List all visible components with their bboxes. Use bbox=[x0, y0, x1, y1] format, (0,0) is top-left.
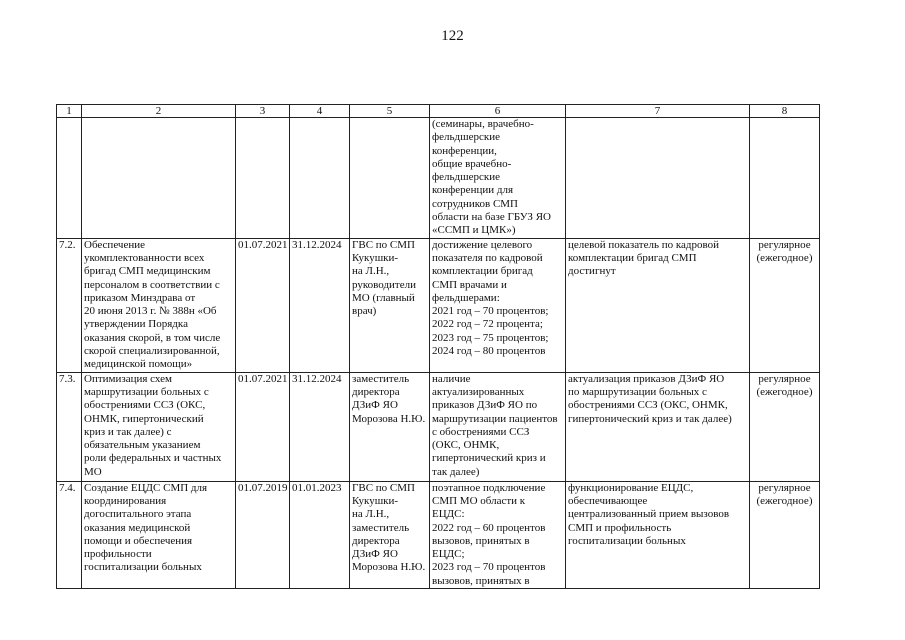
item-number: 7.3. bbox=[57, 372, 82, 481]
cell-text-line: актуализация приказов ДЗиФ ЯО bbox=[568, 372, 725, 385]
cell-text-line: персоналом в соответствии с bbox=[84, 278, 220, 291]
cell-text-line: маршрутизации больных с bbox=[84, 385, 209, 398]
item-number: 7.4. bbox=[57, 481, 82, 588]
cell-text-line: руководители bbox=[352, 278, 416, 291]
cell-text-line: Кукушки- bbox=[352, 494, 399, 507]
cell-text-line: сотрудников СМП bbox=[432, 197, 519, 210]
cell-text-line: Создание ЕЦДС СМП для bbox=[84, 481, 208, 494]
end-date bbox=[290, 118, 350, 239]
indicator-cell bbox=[566, 118, 750, 239]
cell-text-line: (семинары, врачебно- bbox=[432, 118, 534, 130]
cell-text-line: укомплектованности всех bbox=[84, 251, 205, 264]
responsible-cell bbox=[350, 238, 430, 372]
responsible-cell bbox=[350, 118, 430, 239]
cell-text-line: ГВС по СМП bbox=[352, 238, 415, 251]
column-header: 7 bbox=[566, 105, 750, 118]
cell-text-line: 2024 год – 80 процентов bbox=[432, 345, 546, 358]
start-date: 01.07.2021 bbox=[236, 238, 290, 372]
cell-text-line: 2023 год – 70 процентов bbox=[432, 561, 546, 574]
cell-text-line: роли федеральных и частных bbox=[84, 452, 222, 465]
cell-text-line: фельдшерские bbox=[432, 131, 500, 144]
header-row bbox=[57, 105, 820, 118]
start-date bbox=[236, 118, 290, 239]
cell-text-line: (ежегодное) bbox=[756, 251, 813, 264]
cell-text-line: ЕЦДС; bbox=[432, 548, 465, 561]
indicator-cell bbox=[566, 238, 750, 372]
cell-text-line: (ежегодное) bbox=[756, 385, 813, 398]
responsible-cell bbox=[350, 481, 430, 588]
cell-text-line: актуализированных bbox=[432, 385, 525, 398]
cell-text-line: (ОКС, ОНМК, bbox=[432, 439, 500, 452]
end-date: 31.12.2024 bbox=[290, 372, 350, 481]
cell-text-line: централизованный прием вызовов bbox=[568, 508, 730, 521]
cell-text-line: так далее) bbox=[432, 465, 480, 478]
cell-text-line: утверждении Порядка bbox=[84, 318, 188, 331]
table-row bbox=[57, 118, 820, 239]
cell-text-line: области на базе ГБУЗ ЯО bbox=[432, 211, 551, 224]
column-header: 1 bbox=[57, 105, 82, 118]
cell-text-line: ДЗиФ ЯО bbox=[352, 399, 398, 412]
cell-text-line: Оптимизация схем bbox=[84, 372, 172, 385]
cell-text-line: Морозова Н.Ю. bbox=[352, 561, 426, 574]
cell-text-line: достигнут bbox=[568, 265, 616, 278]
measures-table bbox=[56, 104, 820, 589]
end-date: 01.01.2023 bbox=[290, 481, 350, 588]
cell-text-line: директора bbox=[352, 385, 400, 398]
cell-text-line: целевой показатель по кадровой bbox=[568, 238, 720, 251]
cell-text-line: врач) bbox=[352, 305, 377, 318]
cell-text-line: ДЗиФ ЯО bbox=[352, 548, 398, 561]
cell-text-line: регулярное bbox=[758, 238, 811, 251]
cell-text-line: 2023 год – 75 процентов; bbox=[432, 331, 549, 344]
cell-text-line: обязательным указанием bbox=[84, 439, 201, 452]
cell-text-line: СМП врачами и bbox=[432, 278, 507, 291]
measure-cell bbox=[82, 372, 236, 481]
cell-text-line: госпитализации больных bbox=[568, 534, 686, 547]
cell-text-line: маршрутизации пациентов bbox=[432, 412, 558, 425]
cell-text-line: обострениями ССЗ (ОКС, bbox=[84, 399, 206, 412]
cell-text-line: общие врачебно- bbox=[432, 157, 512, 170]
cell-text-line: фельдшерами: bbox=[432, 291, 500, 304]
cell-text-line: по маршрутизации больных с bbox=[568, 385, 707, 398]
cell-text-line: 2022 год – 60 процентов bbox=[432, 521, 546, 534]
measure-cell bbox=[82, 238, 236, 372]
cell-text-line: профильности bbox=[84, 548, 152, 561]
cell-text-line: комплектации бригад СМП bbox=[568, 251, 697, 264]
cell-text-line: регулярное bbox=[758, 481, 811, 494]
cell-text-line: оказания медицинской bbox=[84, 521, 191, 534]
periodicity-cell bbox=[750, 372, 820, 481]
cell-text-line: помощи и обеспечения bbox=[84, 534, 193, 547]
cell-text-line: 2022 год – 72 процента; bbox=[432, 318, 543, 331]
cell-text-line: обострениями ССЗ (ОКС, ОНМК, bbox=[568, 399, 728, 412]
end-date: 31.12.2024 bbox=[290, 238, 350, 372]
cell-text-line: директора bbox=[352, 534, 400, 547]
indicator-cell bbox=[566, 372, 750, 481]
cell-text-line: СМП МО области к bbox=[432, 494, 526, 507]
page-number: 122 bbox=[441, 28, 464, 44]
cell-text-line: гипертонический криз и так далее) bbox=[568, 412, 732, 425]
cell-text-line: Обеспечение bbox=[84, 238, 145, 251]
cell-text-line: госпитализации больных bbox=[84, 561, 202, 574]
cell-text-line: приказом Минздрава от bbox=[84, 291, 196, 304]
table-row bbox=[57, 372, 820, 481]
cell-text-line: Морозова Н.Ю. bbox=[352, 412, 426, 425]
cell-text-line: МО (главный bbox=[352, 291, 415, 304]
result-cell bbox=[430, 118, 566, 239]
cell-text-line: (ежегодное) bbox=[756, 494, 813, 507]
column-header: 3 bbox=[236, 105, 290, 118]
cell-text-line: функционирование ЕЦДС, bbox=[568, 481, 694, 494]
cell-text-line: показателя по кадровой bbox=[432, 251, 543, 264]
cell-text-line: МО bbox=[84, 465, 102, 478]
cell-text-line: фельдшерские bbox=[432, 171, 500, 184]
cell-text-line: оказания скорой, в том числе bbox=[84, 331, 221, 344]
cell-text-line: на Л.Н., bbox=[352, 265, 390, 278]
result-cell bbox=[430, 238, 566, 372]
column-header: 4 bbox=[290, 105, 350, 118]
table-row bbox=[57, 238, 820, 372]
cell-text-line: ЕЦДС: bbox=[432, 508, 465, 521]
cell-text-line: 2021 год – 70 процентов; bbox=[432, 305, 549, 318]
cell-text-line: комплектации бригад bbox=[432, 265, 533, 278]
cell-text-line: ГВС по СМП bbox=[352, 481, 415, 494]
cell-text-line: 20 июня 2013 г. № 388н «Об bbox=[84, 305, 217, 318]
cell-text-line: вызовов, принятых в bbox=[432, 534, 530, 547]
cell-text-line: заместитель bbox=[352, 372, 410, 385]
column-header: 6 bbox=[430, 105, 566, 118]
item-number: 7.2. bbox=[57, 238, 82, 372]
item-number bbox=[57, 118, 82, 239]
responsible-cell bbox=[350, 372, 430, 481]
cell-text-line: медицинской помощи» bbox=[84, 358, 193, 371]
periodicity-cell bbox=[750, 238, 820, 372]
cell-text-line: ОНМК, гипертонический bbox=[84, 412, 204, 425]
result-cell bbox=[430, 372, 566, 481]
cell-text-line: гипертонический криз и bbox=[432, 452, 546, 465]
cell-text-line: обеспечивающее bbox=[568, 494, 648, 507]
cell-text-line: регулярное bbox=[758, 372, 811, 385]
cell-text-line: вызовов, принятых в bbox=[432, 574, 530, 587]
cell-text-line: конференции для bbox=[432, 184, 514, 197]
cell-text-line: конференции, bbox=[432, 144, 497, 157]
cell-text-line: Кукушки- bbox=[352, 251, 399, 264]
cell-text-line: поэтапное подключение bbox=[432, 481, 546, 494]
column-header: 2 bbox=[82, 105, 236, 118]
cell-text-line: приказов ДЗиФ ЯО по bbox=[432, 399, 538, 412]
measure-cell bbox=[82, 481, 236, 588]
periodicity-cell bbox=[750, 481, 820, 588]
result-cell bbox=[430, 481, 566, 588]
cell-text-line: достижение целевого bbox=[432, 238, 533, 251]
cell-text-line: криз и так далее) с bbox=[84, 425, 172, 438]
cell-text-line: догоспитального этапа bbox=[84, 508, 192, 521]
cell-text-line: с обострениями ССЗ bbox=[432, 425, 530, 438]
start-date: 01.07.2019 bbox=[236, 481, 290, 588]
table-row bbox=[57, 481, 820, 588]
cell-text-line: координирования bbox=[84, 494, 167, 507]
cell-text-line: «ССМП и ЦМК») bbox=[432, 224, 516, 237]
cell-text-line: наличие bbox=[432, 372, 471, 385]
cell-text-line: бригад СМП медицинским bbox=[84, 265, 211, 278]
cell-text-line: скорой специализированной, bbox=[84, 345, 220, 358]
cell-text-line: заместитель bbox=[352, 521, 410, 534]
column-header: 5 bbox=[350, 105, 430, 118]
cell-text-line: СМП и профильность bbox=[568, 521, 672, 534]
periodicity-cell bbox=[750, 118, 820, 239]
start-date: 01.07.2021 bbox=[236, 372, 290, 481]
indicator-cell bbox=[566, 481, 750, 588]
column-header: 8 bbox=[750, 105, 820, 118]
measure-cell bbox=[82, 118, 236, 239]
cell-text-line: на Л.Н., bbox=[352, 508, 390, 521]
